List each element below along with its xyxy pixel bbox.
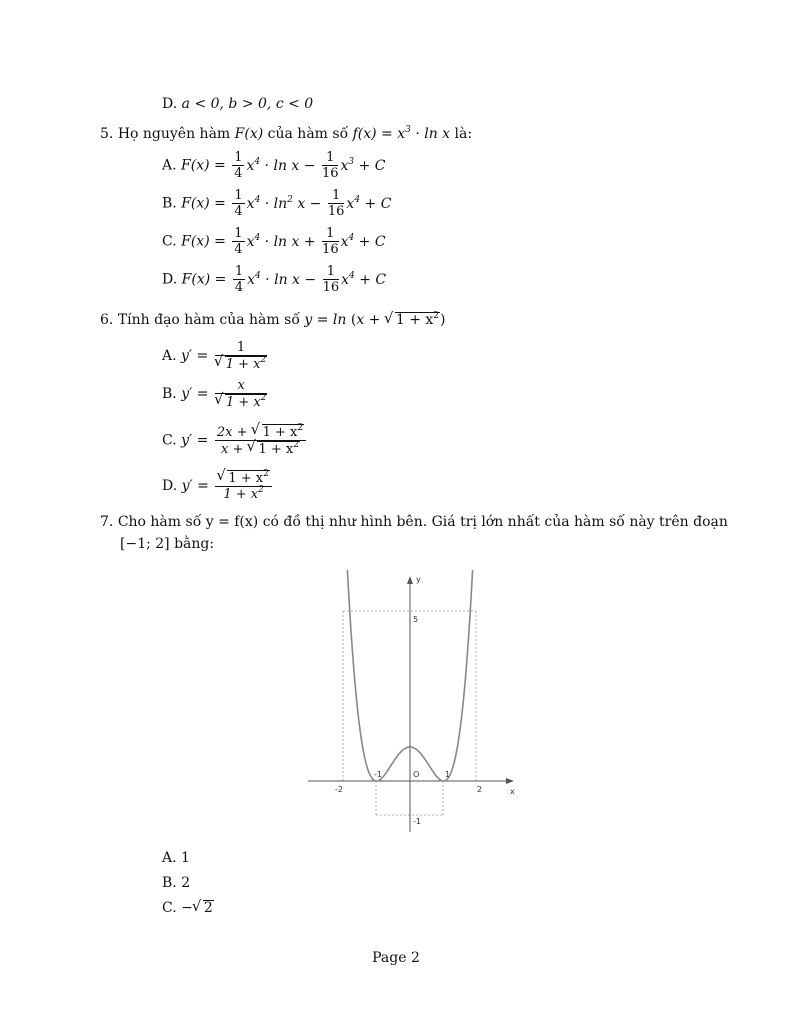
fraction-denominator	[215, 487, 272, 502]
q7-option-a	[162, 849, 190, 867]
fraction	[323, 264, 340, 295]
q6-option-d	[162, 470, 274, 502]
question-text: Cho hàm số y = f(x) có đồ thị như hình bên. Giá trị lớn nhất của hàm số này trên đoạn	[117, 514, 728, 530]
math-exponent: 4	[349, 270, 355, 281]
q7-option-b	[162, 874, 190, 892]
q4-option-d	[162, 95, 313, 113]
math-part: F(x) =	[181, 233, 226, 250]
fraction-denominator	[215, 441, 306, 457]
fraction-denominator: 16	[327, 204, 345, 219]
fraction-numerator: 1	[215, 340, 268, 356]
fraction-numerator: 1	[323, 264, 340, 280]
radicand: 1 + x	[228, 471, 264, 486]
q7-option-c	[162, 899, 214, 917]
square-root	[193, 899, 214, 917]
math-part: + C	[360, 195, 392, 212]
math-exponent: 3	[348, 156, 355, 167]
math-part: x	[346, 195, 355, 212]
math-exponent: 2	[260, 355, 267, 365]
math-exponent: 2	[287, 194, 293, 205]
fraction-numerator: 1	[328, 188, 345, 204]
question-text: Tính đạo hàm của hàm số	[117, 312, 300, 328]
math-exponent: 4	[254, 156, 261, 167]
math-part: + C	[354, 157, 386, 174]
math-part: · ln x +	[260, 233, 321, 250]
math-part: · ln x −	[260, 157, 320, 174]
option-label: B.	[162, 875, 177, 891]
math-part: · ln x	[410, 126, 451, 142]
question-text: Họ nguyên hàm	[117, 126, 231, 142]
math-part: F(x) =	[181, 195, 226, 212]
radicand: 2	[203, 900, 213, 916]
fraction-denominator: 4	[234, 280, 244, 295]
q7-stem-line-2	[120, 535, 214, 553]
math-exponent: 4	[354, 194, 361, 205]
math-part: x −	[292, 195, 326, 212]
option-label: C.	[162, 432, 177, 449]
tick-label-x-minus1: -1	[374, 770, 382, 779]
tick-label-y-minus1: -1	[413, 817, 421, 826]
fraction	[322, 150, 339, 181]
math-part: x +	[356, 312, 385, 328]
fraction-denominator: 4	[234, 204, 243, 219]
fraction-numerator: 1	[234, 264, 244, 279]
math-part: x +	[220, 442, 248, 457]
option-label: B.	[162, 386, 177, 402]
math-exponent: 4	[254, 194, 261, 205]
q6-option-a	[162, 340, 269, 372]
q5-stem	[100, 125, 472, 143]
option-label: C.	[162, 900, 177, 916]
q5-option-d	[162, 264, 386, 295]
question-number: 7.	[100, 514, 114, 530]
page-number: Page 2	[372, 950, 420, 966]
fraction-numerator: 1	[322, 150, 339, 166]
fraction-denominator: 4	[234, 242, 243, 257]
math-exponent: 2	[263, 469, 269, 479]
option-label: A.	[162, 850, 177, 866]
option-label: A.	[162, 348, 177, 364]
radicand: 1 + x	[225, 395, 261, 410]
math-part: + C	[354, 271, 387, 288]
math-exponent: 2	[260, 393, 267, 403]
math-exponent: 4	[348, 232, 355, 243]
math-exponent: 2	[433, 311, 440, 321]
q6-option-b	[162, 378, 269, 410]
math-part: F(x) =	[181, 157, 226, 174]
fraction-numerator	[215, 470, 272, 487]
option-text: a < 0, b > 0, c < 0	[181, 96, 314, 112]
math-part: y′ =	[181, 348, 209, 364]
question-text: [−1; 2] bằng:	[120, 536, 215, 552]
fraction	[233, 264, 245, 295]
tick-label-y5: 5	[413, 615, 419, 624]
option-label: B.	[162, 195, 177, 212]
q5-option-a	[162, 150, 385, 181]
math-part: + C	[354, 233, 386, 250]
radicand: 1 + x	[258, 442, 294, 457]
math-part: x	[246, 233, 255, 250]
radicand: 1 + x	[395, 312, 434, 328]
math-exponent: 4	[254, 232, 261, 243]
math-exponent: 2	[293, 440, 299, 450]
question-math	[353, 126, 450, 142]
fraction-denominator: 16	[322, 280, 340, 295]
fraction	[215, 424, 306, 457]
option-text: −	[181, 900, 193, 916]
fraction	[328, 188, 345, 219]
q5-option-b	[162, 188, 391, 219]
option-label: D.	[162, 271, 178, 288]
math-part: · ln x −	[260, 271, 321, 288]
x-axis-label: x	[510, 787, 515, 796]
function-graph	[300, 570, 520, 840]
math-part: 1 + x	[223, 487, 259, 502]
question-text: là:	[454, 126, 473, 142]
y-axis-label: y	[416, 575, 421, 584]
math-part: x	[246, 157, 255, 174]
q7-stem-line-1	[100, 513, 728, 531]
question-number: 6.	[100, 312, 114, 328]
radicand: 1 + x	[262, 425, 298, 440]
fraction	[215, 378, 268, 410]
math-part: y′ =	[181, 432, 209, 449]
question-math: y = ln (x + √ $1 + x^2$)	[304, 312, 445, 328]
fraction-numerator: 1	[234, 226, 243, 241]
math-part: x	[340, 157, 349, 174]
math-part: 2x +	[216, 425, 252, 440]
math-part: F(x) =	[181, 271, 227, 288]
option-label: D.	[162, 96, 178, 112]
question-text: của hàm số	[267, 126, 349, 142]
q5-option-c	[162, 226, 386, 257]
math-part: · ln	[260, 195, 288, 212]
x-axis-arrow	[506, 778, 514, 784]
tick-label-x-minus2: -2	[335, 785, 343, 794]
option-text: 2	[181, 875, 191, 891]
fraction-numerator	[215, 424, 306, 441]
y-axis-arrow	[407, 576, 413, 584]
math-part: y′ =	[181, 386, 209, 402]
fraction-numerator: x	[215, 378, 268, 394]
radicand: 1 + x	[225, 357, 261, 372]
question-math: F(x)	[234, 126, 264, 142]
math-part: f(x) = x	[352, 126, 406, 142]
math-part: y = ln	[304, 312, 347, 328]
tick-label-x2: 2	[477, 785, 483, 794]
fraction-denominator	[215, 394, 268, 410]
math-exponent: 2	[258, 485, 264, 495]
option-label: C.	[162, 233, 177, 250]
question-number: 5.	[100, 126, 114, 142]
q6-stem	[100, 311, 445, 329]
fraction	[215, 340, 268, 372]
fraction	[215, 470, 272, 502]
option-label: D.	[162, 478, 178, 494]
math-part: y′ =	[181, 478, 209, 494]
fraction-numerator: 1	[234, 188, 243, 203]
q6-option-c	[162, 424, 308, 457]
square-root	[385, 311, 440, 329]
fraction-denominator	[215, 356, 268, 372]
fraction-numerator: 1	[322, 226, 339, 242]
math-exponent: 4	[255, 270, 261, 281]
tick-label-x1: 1	[445, 770, 451, 779]
math-exponent: 3	[405, 125, 411, 135]
math-exponent: 2	[297, 423, 304, 433]
option-text: 1	[181, 850, 190, 866]
fraction-numerator: 1	[234, 150, 243, 165]
math-part: x	[340, 233, 349, 250]
fraction-denominator: 4	[234, 166, 243, 181]
fraction	[232, 188, 244, 219]
option-label: A.	[162, 157, 177, 174]
math-part: x	[341, 271, 350, 288]
fraction	[322, 226, 339, 257]
fraction	[232, 226, 244, 257]
fraction-denominator: 16	[321, 166, 339, 181]
math-part: x	[246, 195, 255, 212]
fraction	[232, 150, 244, 181]
fraction-denominator: 16	[322, 242, 339, 257]
math-part: x	[247, 271, 255, 288]
origin-label: O	[413, 770, 420, 779]
